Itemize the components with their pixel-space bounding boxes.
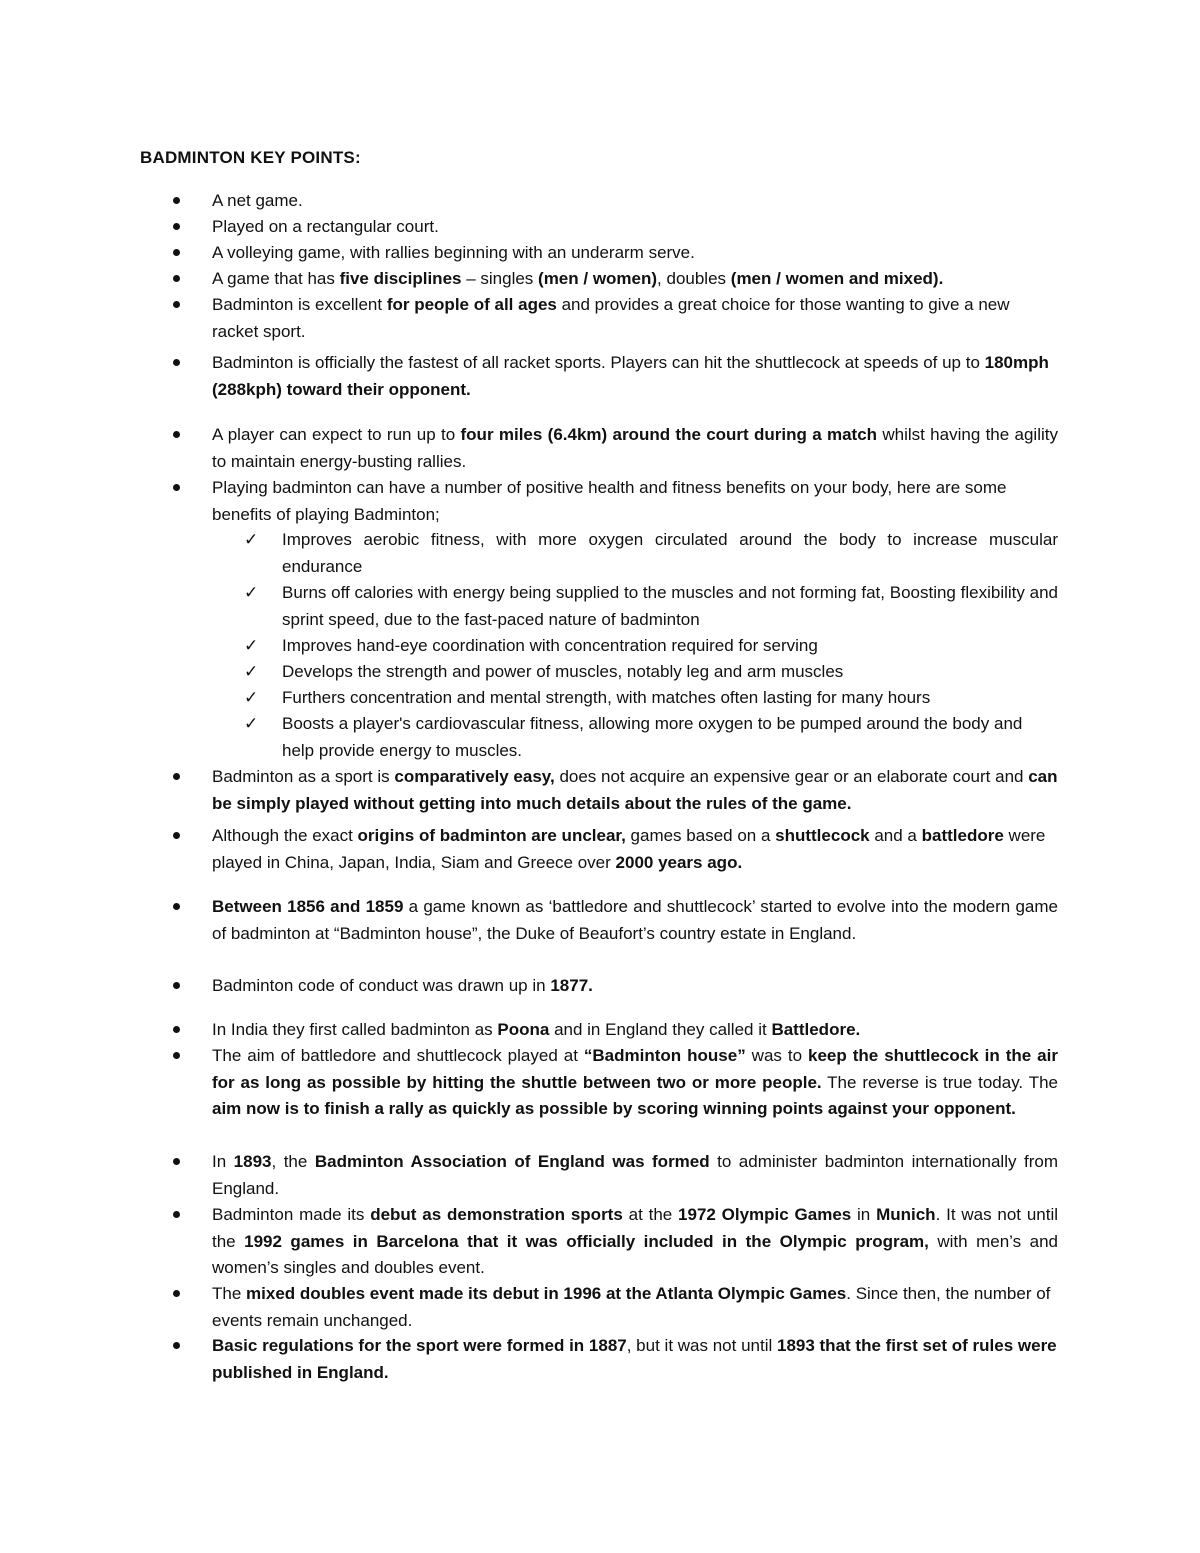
bullet-dot-icon	[173, 1211, 180, 1218]
list-item	[212, 214, 1058, 241]
bold-text: Battledore.	[771, 1020, 861, 1039]
bold-text: Basic regulations for the sport were formed in 1887	[212, 1336, 627, 1355]
benefit-item-text: Develops the strength and power of muscles, notably leg and arm muscles	[282, 662, 844, 681]
bullet-dot-icon	[173, 1342, 180, 1349]
text-run: The	[212, 1284, 247, 1303]
bullet-dot-icon	[173, 431, 180, 438]
bullet-dot-icon	[173, 484, 180, 491]
list-item	[212, 1202, 1058, 1282]
benefit-item	[244, 633, 1058, 660]
text-run: a game known as ‘battledore and shuttlecock’ started to evolve into the modern game of badminton at “Badminton house”, the Duke of Beaufort’s country estate in England.	[212, 897, 1058, 943]
list-item	[212, 973, 1058, 1000]
list-item	[212, 292, 1042, 345]
bold-text: 1992 games in Barcelona that it was officially included in the Olympic program,	[244, 1231, 929, 1251]
bold-text: debut as demonstration sports	[370, 1205, 623, 1224]
list-item-text	[212, 976, 593, 995]
text-run: In India they first called badminton as	[212, 1020, 498, 1039]
bullet-dot-icon	[173, 832, 180, 839]
bullet-dot-icon	[173, 249, 180, 256]
bold-text: origins of badminton are unclear,	[357, 826, 626, 845]
bold-text: keep the shuttlecock in the air for as long as possible by hitting the shuttle between two or more people.	[212, 1046, 1058, 1092]
bold-text: 180mph (288kph) toward their opponent.	[212, 353, 1049, 399]
bold-text: 1877.	[550, 976, 593, 995]
text-run: Although the exact	[212, 826, 358, 845]
text-run: and in England they called it	[549, 1020, 772, 1039]
bullet-dot-icon	[173, 275, 180, 282]
bold-text: (men / women)	[538, 269, 658, 288]
checkmark-icon: ✓	[244, 688, 259, 707]
list-item	[212, 894, 1058, 947]
checkmark-icon: ✓	[244, 530, 259, 549]
list-item-text	[212, 767, 1058, 813]
text-run: to administer badminton internationally from England.	[212, 1152, 1058, 1198]
list-item-text	[212, 478, 1006, 524]
list-item-text	[212, 269, 943, 288]
bullet-dot-icon	[173, 223, 180, 230]
text-run: A volleying game, with rallies beginning with an underarm serve.	[212, 243, 695, 262]
bullet-dot-icon	[173, 1052, 180, 1059]
list-item	[212, 1149, 1058, 1202]
bold-text: can be simply played without getting into much details about the rules of the game.	[212, 767, 1058, 813]
text-run: Badminton is officially the fastest of all racket sports. Players can hit the shuttlecock at speeds of up to	[212, 353, 985, 372]
list-item-text	[212, 1020, 860, 1039]
benefit-item	[244, 580, 1058, 633]
bold-text: aim now is to finish a rally as quickly as possible by scoring winning points against your opponent.	[212, 1099, 1016, 1118]
bold-text: four miles (6.4km) around the court during a match	[460, 425, 878, 444]
list-item	[212, 764, 1058, 817]
text-run: were played in China, Japan, India, Siam and Greece over	[212, 826, 1046, 872]
bold-text: “Badminton house”	[583, 1046, 746, 1065]
text-run: In	[212, 1152, 234, 1171]
list-item-text	[212, 425, 1058, 471]
list-item	[212, 1333, 1058, 1386]
bullet-dot-icon	[173, 773, 180, 780]
checkmark-icon: ✓	[244, 714, 259, 733]
checkmark-icon: ✓	[244, 636, 259, 655]
text-run: with men’s and women’s singles and doubles event.	[212, 1231, 1058, 1277]
benefit-item	[244, 527, 1058, 580]
bold-text: five disciplines	[339, 269, 462, 288]
bold-text: (men / women and mixed).	[730, 269, 944, 288]
text-run: in	[851, 1205, 877, 1224]
list-item	[212, 266, 1058, 293]
list-item-text	[212, 1152, 1058, 1198]
text-run: – singles	[461, 269, 539, 288]
list-item	[212, 422, 1058, 475]
bold-text: 1972 Olympic Games	[678, 1205, 852, 1224]
bold-text: mixed doubles event made its debut in 1996 at the Atlanta Olympic Games	[246, 1284, 847, 1303]
benefit-item-text: Burns off calories with energy being supplied to the muscles and not forming fat, Boosting flexibility and sprint speed, due to the fast-paced nature of badminton	[282, 583, 1058, 629]
bold-text: 1893	[233, 1152, 272, 1171]
bold-text: 1893 that the first set of rules were published in England.	[212, 1336, 1057, 1382]
bullet-dot-icon	[173, 301, 180, 308]
text-run: A game that has	[212, 269, 340, 288]
text-run: The aim of battledore and shuttlecock played at	[212, 1046, 584, 1065]
list-item-text	[212, 1205, 1058, 1277]
text-run: does not acquire an expensive gear or an elaborate court and	[554, 767, 1029, 786]
bullet-dot-icon	[173, 982, 180, 989]
list-item-text	[212, 1336, 1057, 1382]
list-item-text	[212, 243, 695, 262]
text-run: Badminton as a sport is	[212, 767, 395, 786]
text-run: whilst having the agility to maintain energy-busting rallies.	[212, 425, 1058, 471]
bold-text: Between 1856 and 1859	[212, 897, 404, 916]
text-run: , doubles	[657, 269, 731, 288]
bold-text: Badminton Association of England was formed	[314, 1152, 710, 1171]
text-run: , but it was not until	[626, 1336, 777, 1355]
bold-text: shuttlecock	[775, 826, 870, 845]
benefit-item-text: Improves aerobic fitness, with more oxygen circulated around the body to increase muscular endurance	[282, 530, 1058, 576]
bullet-dot-icon	[173, 1290, 180, 1297]
list-item-text	[212, 1046, 1058, 1118]
text-run: . Since then, the number of events remain unchanged.	[212, 1284, 1051, 1330]
list-item	[212, 1281, 1058, 1334]
text-run: and provides a great choice for those wanting to give a new racket sport.	[212, 295, 1010, 341]
list-item-text	[212, 191, 303, 210]
benefit-item-text: Boosts a player's cardiovascular fitness, allowing more oxygen to be pumped around the body and help provide energy to muscles.	[282, 714, 1023, 760]
text-run: Badminton code of conduct was drawn up in	[212, 976, 551, 995]
list-item-text	[212, 826, 1045, 872]
list-item	[212, 188, 1058, 215]
benefit-item	[244, 711, 1058, 764]
bold-text: Munich	[876, 1205, 936, 1224]
text-run: games based on a	[625, 826, 776, 845]
text-run: A player can expect to run up to	[212, 425, 461, 444]
bullet-dot-icon	[173, 197, 180, 204]
bullet-dot-icon	[173, 903, 180, 910]
text-run: and a	[869, 826, 922, 845]
benefit-item-text: Furthers concentration and mental strength, with matches often lasting for many hours	[282, 688, 931, 707]
bullet-dot-icon	[173, 1026, 180, 1033]
list-item-text	[212, 897, 1058, 943]
list-item	[212, 1043, 1058, 1123]
text-run: The reverse is true today. The	[821, 1072, 1058, 1092]
bullet-dot-icon	[173, 359, 180, 366]
text-run: A net game.	[212, 191, 303, 210]
bullet-dot-icon	[173, 1158, 180, 1165]
benefit-item	[244, 685, 1058, 712]
list-item	[212, 823, 1058, 876]
list-item	[212, 475, 1058, 528]
text-run: Badminton made its	[212, 1205, 371, 1224]
checkmark-icon: ✓	[244, 662, 259, 681]
bold-text: Poona	[497, 1020, 550, 1039]
bold-text: battledore	[921, 826, 1004, 845]
bold-text: 2000 years ago.	[615, 852, 743, 872]
text-run: Playing badminton can have a number of positive health and fitness benefits on your body, here are some benefits of playing Badminton;	[212, 478, 1007, 524]
benefit-item	[244, 659, 1058, 686]
list-item	[212, 1017, 1058, 1044]
text-run: at the	[622, 1205, 679, 1224]
list-item-text	[212, 353, 1049, 399]
list-item	[212, 240, 1058, 267]
bold-text: comparatively easy,	[394, 767, 555, 786]
list-item-text	[212, 217, 439, 236]
list-item-text	[212, 295, 1010, 341]
list-item-text	[212, 1284, 1050, 1330]
text-run: . It was not until the	[212, 1205, 1058, 1251]
benefit-item-text: Improves hand-eye coordination with concentration required for serving	[282, 636, 818, 655]
text-run: Badminton is excellent	[212, 295, 387, 314]
bold-text: for people of all ages	[386, 295, 557, 314]
checkmark-icon: ✓	[244, 583, 259, 602]
text-run: , the	[271, 1152, 315, 1171]
text-run: was to	[745, 1046, 809, 1065]
text-run: Played on a rectangular court.	[212, 217, 439, 236]
page-title: BADMINTON KEY POINTS:	[140, 148, 361, 167]
list-item	[212, 350, 1058, 403]
